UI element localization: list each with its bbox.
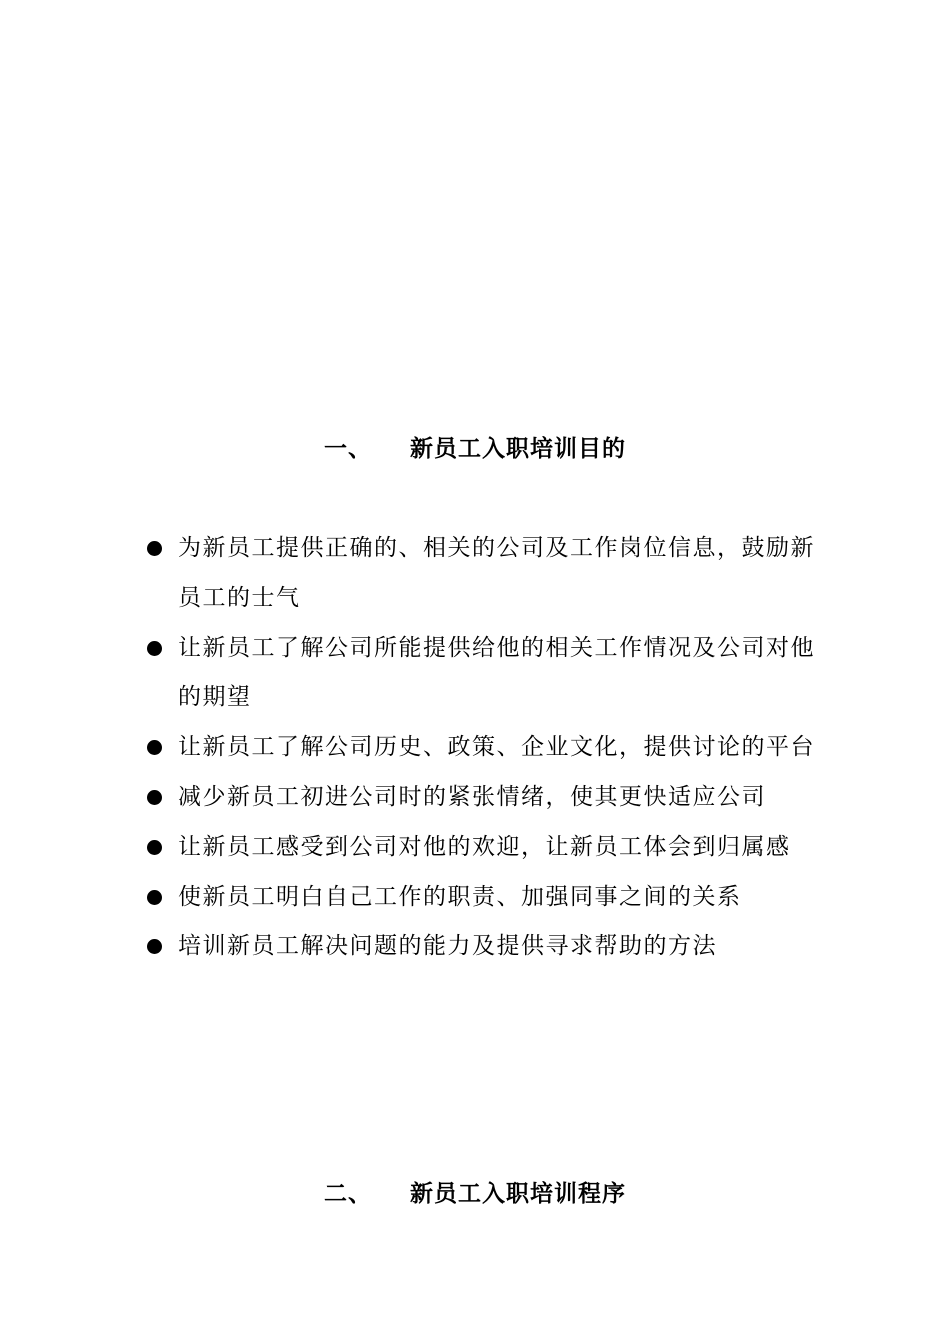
section-number: 二、 — [324, 1181, 372, 1207]
list-item — [145, 723, 815, 773]
section-heading-procedure — [0, 1179, 950, 1209]
section-number: 一、 — [324, 436, 372, 462]
list-item — [145, 773, 815, 823]
list-item-text: 让新员工了解公司历史、政策、企业文化，提供讨论的平台 — [178, 734, 815, 761]
bullet-icon — [147, 840, 162, 855]
list-item-text: 减少新员工初进公司时的紧张情绪，使其更快适应公司 — [178, 783, 766, 810]
bullet-icon — [147, 890, 162, 905]
bullet-icon — [147, 541, 162, 556]
bullet-icon — [147, 641, 162, 656]
list-item-text: 为新员工提供正确的、相关的公司及工作岗位信息，鼓励新员工的士气 — [178, 535, 815, 611]
list-item-text: 培训新员工解决问题的能力及提供寻求帮助的方法 — [178, 933, 717, 960]
section-heading-purpose — [0, 434, 950, 464]
bullet-icon — [147, 740, 162, 755]
list-item-text: 让新员工感受到公司对他的欢迎，让新员工体会到归属感 — [178, 833, 791, 860]
list-item — [145, 624, 815, 724]
bullet-icon — [147, 790, 162, 805]
list-item — [145, 873, 815, 923]
purpose-list — [145, 524, 815, 972]
list-item — [145, 922, 815, 972]
list-item-text: 让新员工了解公司所能提供给他的相关工作情况及公司对他的期望 — [178, 634, 815, 711]
bullet-icon — [147, 939, 162, 954]
list-item — [145, 524, 815, 624]
section-title: 新员工入职培训程序 — [410, 1181, 626, 1207]
list-item-text: 使新员工明白自己工作的职责、加强同事之间的关系 — [178, 883, 742, 910]
list-item — [145, 823, 815, 873]
section-title: 新员工入职培训目的 — [410, 436, 626, 462]
